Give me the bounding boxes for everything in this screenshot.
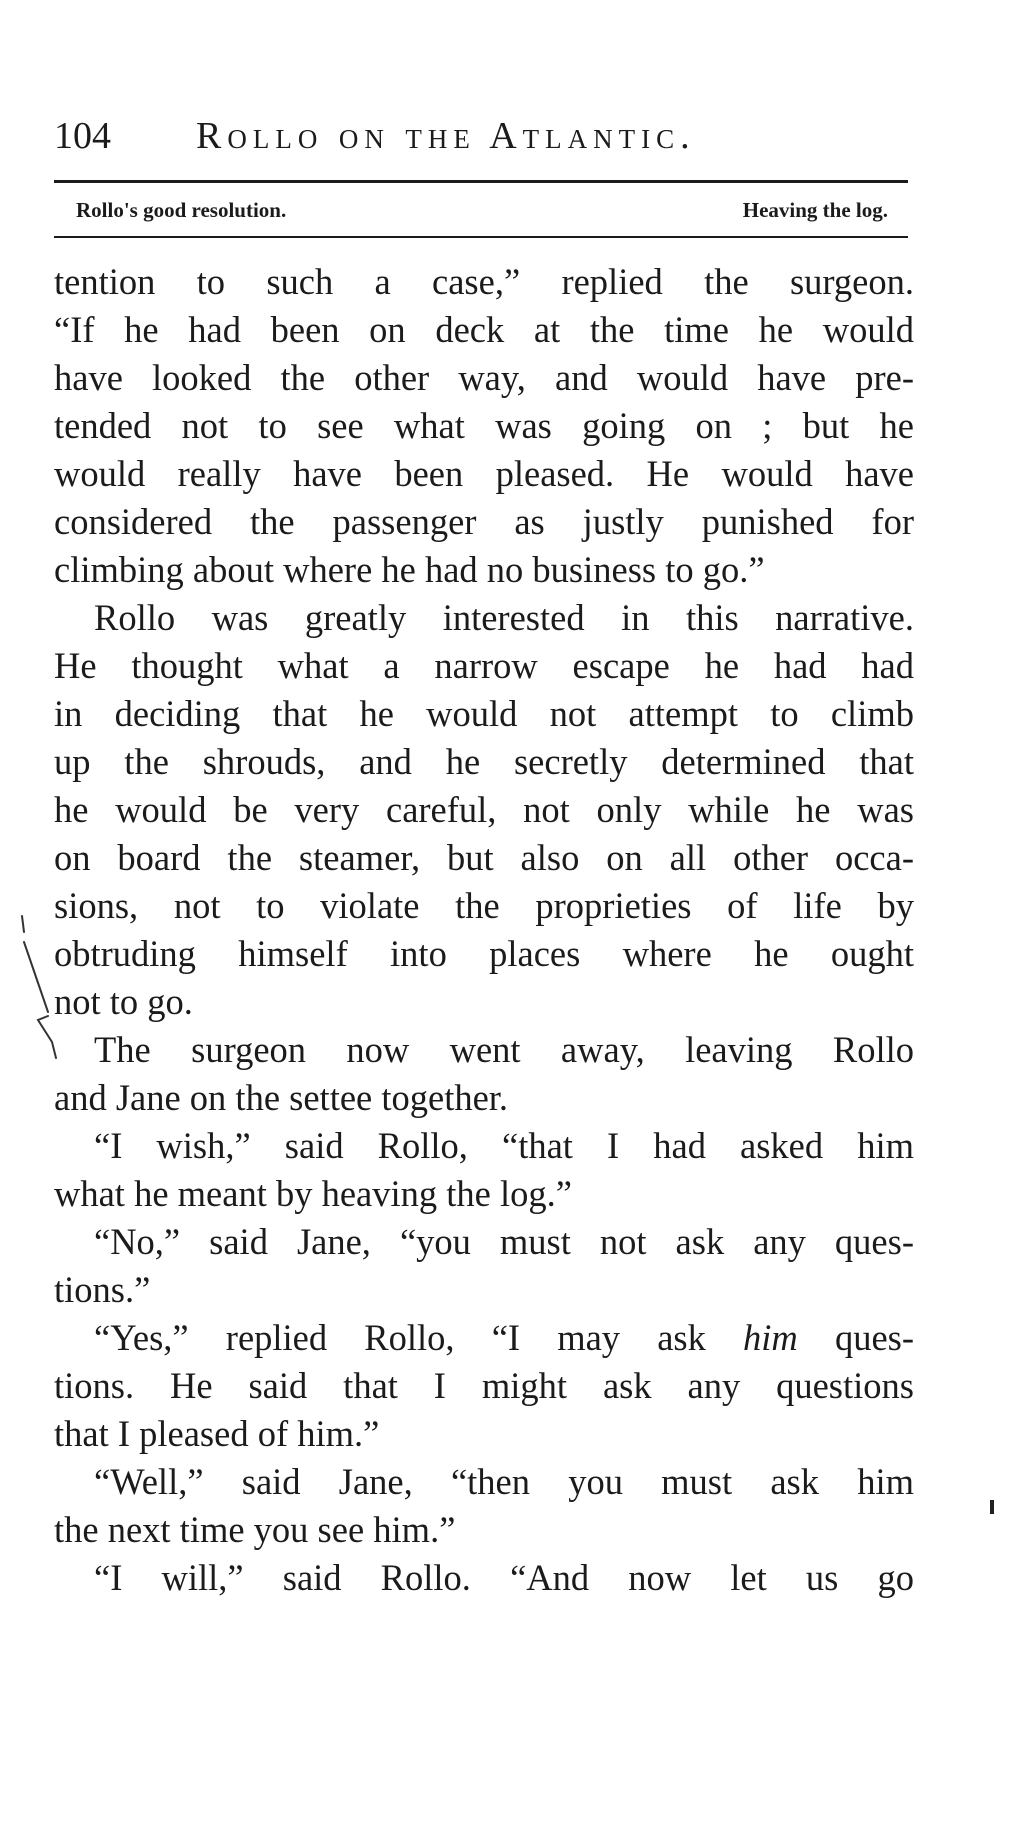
text-line: not to go.	[54, 981, 193, 1022]
subhead-left: Rollo's good resolution.	[76, 198, 287, 222]
text-line: “No,” said Jane, “you must not ask any ques-	[94, 1221, 914, 1262]
body-text	[54, 258, 914, 1602]
running-head	[54, 108, 914, 168]
header-rule-bottom	[54, 236, 908, 238]
text-line: that I pleased of him.”	[54, 1413, 380, 1454]
header-rule-top	[54, 180, 908, 183]
text-line: tention to such a case,” replied the surgeon.	[54, 261, 914, 302]
text-line: “Well,” said Jane, “then you must ask him	[94, 1461, 914, 1502]
text-line: considered the passenger as justly punished for	[54, 501, 914, 542]
text-line: in deciding that he would not attempt to climb	[54, 693, 914, 734]
text-line: have looked the other way, and would have pre-	[54, 357, 914, 398]
text-line: The surgeon now went away, leaving Rollo	[94, 1029, 914, 1070]
margin-speck	[990, 1500, 994, 1514]
italic-word: him	[743, 1317, 798, 1358]
text-line: He thought what a narrow escape he had had	[54, 645, 914, 686]
text-line: tions. He said that I might ask any questions	[54, 1365, 914, 1406]
text-line: what he meant by heaving the log.”	[54, 1173, 572, 1214]
text-line: would really have been pleased. He would have	[54, 453, 914, 494]
text-run: ques-	[797, 1317, 914, 1358]
text-line: obtruding himself into places where he ought	[54, 933, 914, 974]
text-run: “Yes,” replied Rollo, “I may ask	[94, 1317, 744, 1358]
text-line: tions.”	[54, 1269, 151, 1310]
text-line: Rollo was greatly interested in this narrative.	[94, 597, 914, 638]
text-line: the next time you see him.”	[54, 1509, 456, 1550]
subhead-right: Heaving the log.	[742, 198, 888, 222]
text-line: he would be very careful, not only while he was	[54, 789, 914, 830]
text-line: climbing about where he had no business to go.”	[54, 549, 765, 590]
text-line: “I will,” said Rollo. “And now let us go	[94, 1557, 914, 1598]
book-title: Rollo on the Atlantic.	[196, 115, 696, 157]
text-line: and Jane on the settee together.	[54, 1077, 509, 1118]
margin-pencil-mark	[18, 912, 58, 1062]
text-line: on board the steamer, but also on all other occa-	[54, 837, 914, 878]
section-subheads	[76, 190, 888, 230]
text-line: up the shrouds, and he secretly determined that	[54, 741, 914, 782]
page-number: 104	[54, 115, 111, 157]
text-line: tended not to see what was going on ; but he	[54, 405, 914, 446]
text-line: “I wish,” said Rollo, “that I had asked him	[94, 1125, 914, 1166]
text-line: sions, not to violate the proprieties of life by	[54, 885, 914, 926]
text-line	[54, 1314, 914, 1362]
text-line: “If he had been on deck at the time he would	[54, 309, 914, 350]
